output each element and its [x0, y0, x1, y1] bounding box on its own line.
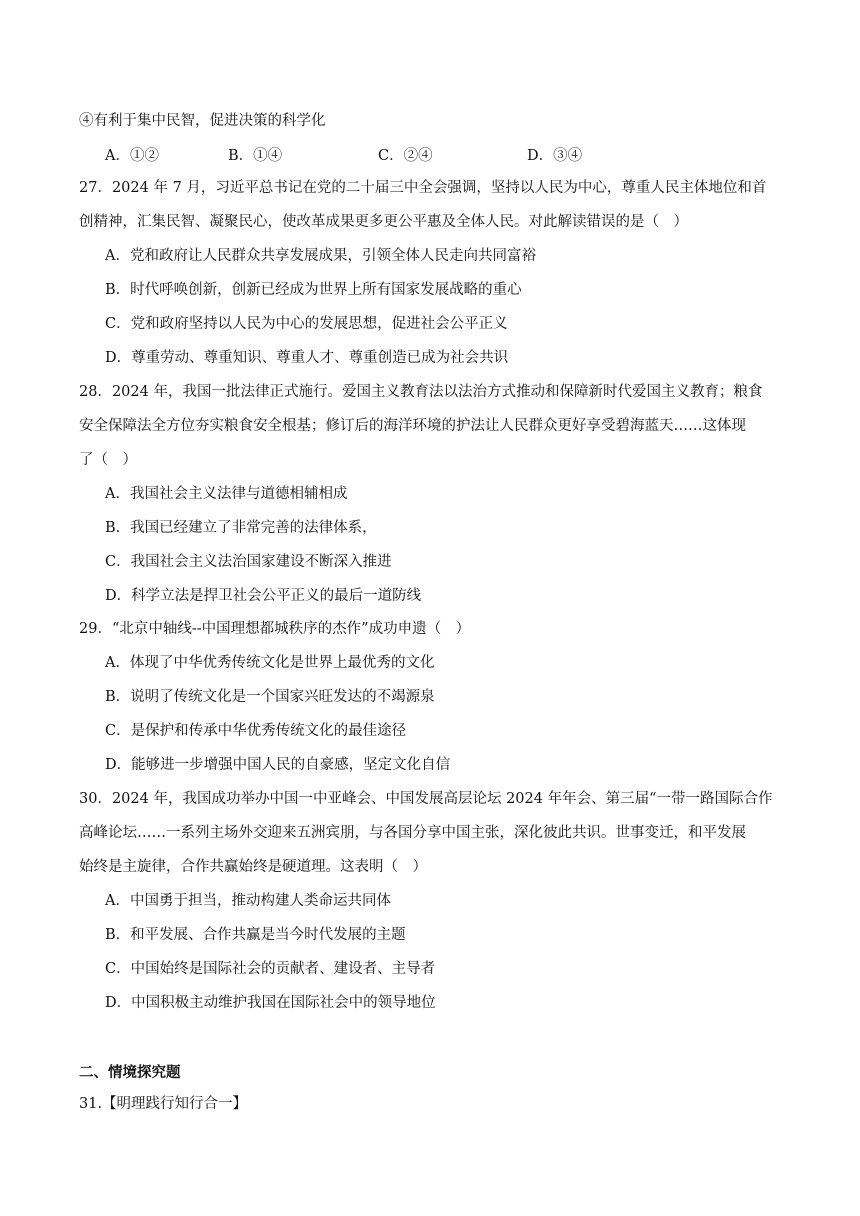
q29-option-b[interactable]: B．说明了传统文化是一个国家兴旺发达的不竭源泉: [105, 689, 435, 705]
q27-option-a[interactable]: A．党和政府让人民群众共享发展成果，引领全体人民走向共同富裕: [105, 248, 536, 264]
q30-option-c[interactable]: C．中国始终是国际社会的贡献者、建设者、主导者: [105, 961, 436, 977]
q28-stem-line-2: 安全保障法全方位夯实粮食安全根基；修订后的海洋环境的护法让人民群众更好享受碧海蓝天……这体现: [79, 418, 746, 434]
q28-option-b[interactable]: B．我国已经建立了非常完善的法律体系，: [105, 520, 377, 536]
q30-option-b[interactable]: B．和平发展、合作共赢是当今时代发展的主题: [105, 927, 406, 943]
q31-title: 31.【明理践行知行合一】: [79, 1096, 248, 1112]
q26-options: [105, 144, 805, 164]
q26-option-a[interactable]: A．①②: [105, 148, 159, 164]
q28-option-d[interactable]: D．科学立法是捍卫社会公平正义的最后一道防线: [105, 588, 422, 604]
q27-option-d[interactable]: D．尊重劳动、尊重知识、尊重人才、尊重创造已成为社会共识: [105, 350, 509, 366]
q26-option-d[interactable]: D．③④: [527, 148, 583, 164]
q27-stem-line-2: 创精神，汇集民智、凝聚民心，使改革成果更多更公平惠及全体人民。对此解读错误的是（ ）: [79, 214, 688, 230]
q26-option-c[interactable]: C．②④: [378, 148, 433, 164]
q28-option-c[interactable]: C．我国社会主义法治国家建设不断深入推进: [105, 554, 392, 570]
q30-stem-line-1: 30．2024 年，我国成功举办中国一中亚峰会、中国发展高层论坛 2024 年年会、第三届“一带一路国际合作: [79, 791, 773, 807]
q28-stem-line-1: 28．2024 年，我国一批法律正式施行。爱国主义教育法以法治方式推动和保障新时代爱国主义教育；粮食: [79, 384, 763, 400]
q29-option-c[interactable]: C．是保护和传承中华优秀传统文化的最佳途径: [105, 723, 407, 739]
q30-stem-line-3: 始终是主旋律，合作共赢始终是硬道理。这表明（ ）: [79, 859, 427, 875]
q30-option-a[interactable]: A．中国勇于担当，推动构建人类命运共同体: [105, 893, 391, 909]
q28-stem-line-3: 了（ ）: [79, 452, 137, 468]
q29-option-a[interactable]: A．体现了中华优秀传统文化是世界上最优秀的文化: [105, 655, 435, 671]
q26-option-b[interactable]: B．①④: [228, 148, 283, 164]
section-2-title: 二、情境探究题: [79, 1064, 181, 1081]
q29-option-d[interactable]: D．能够进一步增强中国人民的自豪感，坚定文化自信: [105, 757, 451, 773]
q27-option-c[interactable]: C．党和政府坚持以人民为中心的发展思想，促进社会公平正义: [105, 316, 508, 332]
q28-option-a[interactable]: A．我国社会主义法律与道德相辅相成: [105, 486, 348, 502]
q30-stem-line-2: 高峰论坛……一系列主场外交迎来五洲宾朋，与各国分享中国主张，深化彼此共识。世事变迁，和平发展: [79, 825, 746, 841]
q26-statement-4: ④有利于集中民智，促进决策的科学化: [79, 113, 326, 129]
q27-option-b[interactable]: B．时代呼唤创新，创新已经成为世界上所有国家发展战略的重心: [105, 282, 522, 298]
q27-stem-line-1: 27．2024 年 7 月，习近平总书记在党的二十届三中全会强调，坚持以人民为中心，尊重人民主体地位和首: [79, 180, 767, 196]
q29-stem-line-1: 29．“北京中轴线--中国理想都城秩序的杰作”成功申遗（ ）: [79, 621, 471, 637]
q30-option-d[interactable]: D．中国积极主动维护我国在国际社会中的领导地位: [105, 995, 436, 1011]
